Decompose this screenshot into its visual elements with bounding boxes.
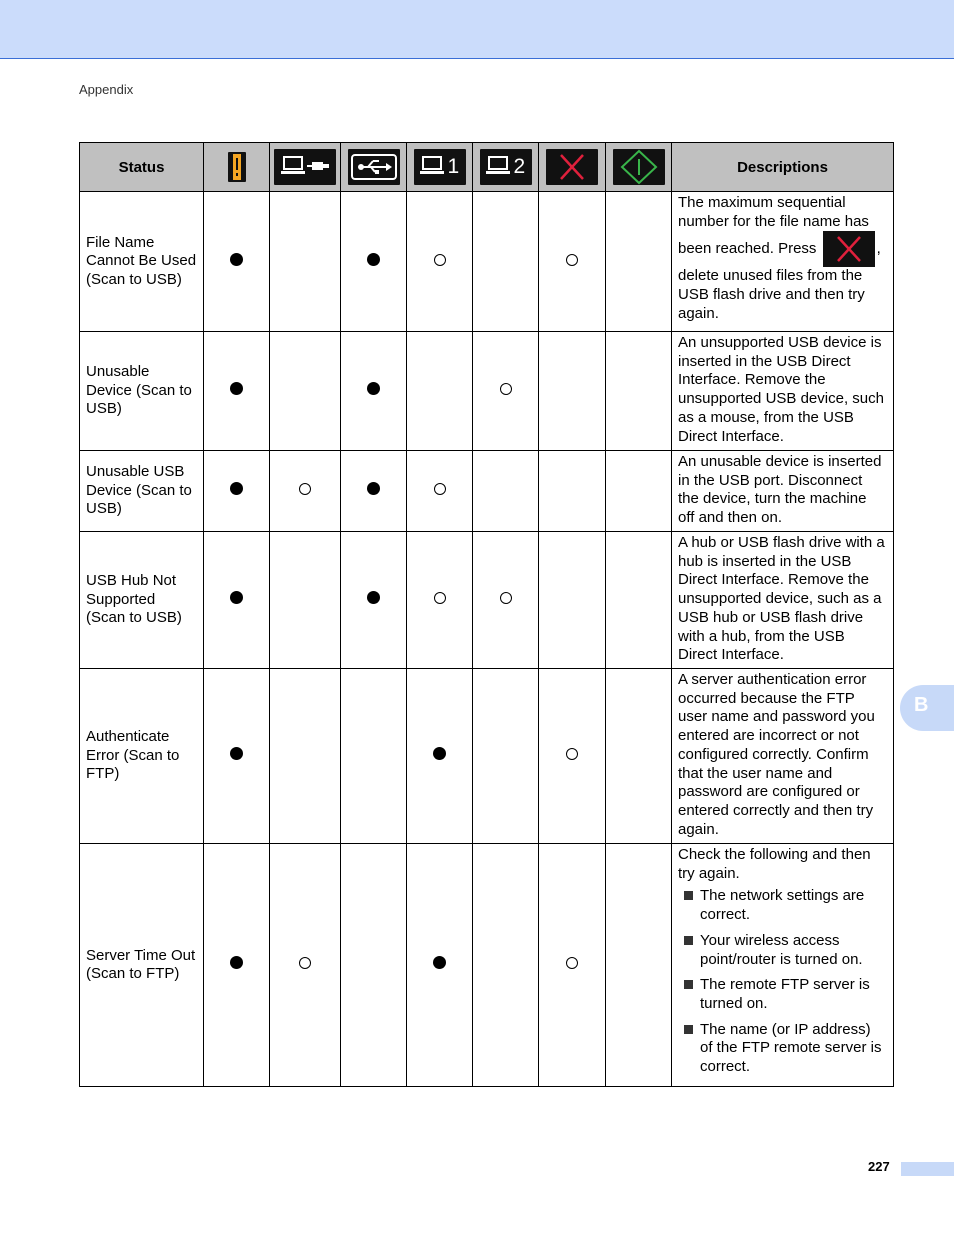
status-cell: Unusable USB Device (Scan to USB) — [80, 451, 204, 532]
symbol-cell — [204, 451, 270, 532]
filled-circle-icon — [230, 956, 243, 969]
symbol-cell — [204, 332, 270, 451]
empty-circle-icon — [299, 483, 311, 495]
description-text: , delete unused files from the USB flash drive and then try again. — [678, 240, 881, 322]
symbol-cell — [407, 669, 473, 844]
symbol-cell — [606, 669, 672, 844]
empty-circle-icon — [566, 254, 578, 266]
symbol-cell — [341, 332, 407, 451]
symbol-cell — [407, 451, 473, 532]
bullet-text: The network settings are correct. — [700, 887, 865, 924]
empty-circle-icon — [566, 748, 578, 760]
symbol-cell — [407, 844, 473, 1087]
empty-circle-icon — [500, 383, 512, 395]
pc-1-column-header — [407, 143, 473, 192]
usb-column-header — [341, 143, 407, 192]
pc-2-column-header — [473, 143, 539, 192]
symbol-cell — [341, 669, 407, 844]
filled-circle-icon — [230, 747, 243, 760]
status-table — [79, 142, 894, 1087]
filled-circle-icon — [367, 591, 380, 604]
square-bullet-icon — [684, 936, 693, 945]
symbol-cell — [539, 532, 606, 669]
bullet-text: The remote FTP server is turned on. — [700, 976, 870, 1012]
symbol-cell — [539, 451, 606, 532]
status-cell: USB Hub Not Supported (Scan to USB) — [80, 532, 204, 669]
description-cell: An unsupported USB device is inserted in the USB Direct Interface. Remove the unsupported USB device, such as a mouse, from the USB Direct Interface. — [672, 332, 894, 451]
table-row — [80, 532, 894, 669]
warning-column-header — [204, 143, 270, 192]
symbol-cell — [407, 332, 473, 451]
table-row — [80, 192, 894, 332]
square-bullet-icon — [684, 1025, 693, 1034]
symbol-cell — [341, 451, 407, 532]
symbol-cell — [539, 669, 606, 844]
symbol-cell — [473, 451, 539, 532]
empty-circle-icon — [500, 592, 512, 604]
symbol-cell — [204, 532, 270, 669]
top-band — [0, 0, 954, 59]
filled-circle-icon — [230, 382, 243, 395]
page-number: 227 — [868, 1159, 890, 1174]
symbol-cell — [270, 844, 341, 1087]
bullet-text: The name (or IP address) of the FTP remote server is correct. — [700, 1020, 882, 1076]
description-cell: A hub or USB flash drive with a hub is inserted in the USB Direct Interface. Remove the unsupported device, such as a USB hub or USB flash drive with a hub, from the USB Direct Interface. — [672, 532, 894, 669]
filled-circle-icon — [433, 956, 446, 969]
symbol-cell — [270, 669, 341, 844]
symbol-cell — [606, 451, 672, 532]
description-cell — [672, 192, 894, 332]
appendix-tab[interactable] — [900, 685, 954, 731]
symbol-cell — [473, 192, 539, 332]
description-cell: An unusable device is inserted in the USB port. Disconnect the device, turn the machine off and then on. — [672, 451, 894, 532]
symbol-cell — [341, 844, 407, 1087]
symbol-cell — [204, 844, 270, 1087]
pc-1-icon — [414, 149, 466, 185]
symbol-cell — [473, 669, 539, 844]
symbol-cell — [606, 532, 672, 669]
symbol-cell — [473, 332, 539, 451]
symbol-cell — [606, 332, 672, 451]
table-row — [80, 844, 894, 1087]
appendix-tab-label: B — [914, 694, 929, 716]
empty-circle-icon — [299, 957, 311, 969]
symbol-cell — [204, 669, 270, 844]
symbol-cell — [407, 532, 473, 669]
filled-circle-icon — [230, 591, 243, 604]
filled-circle-icon — [367, 382, 380, 395]
pc-1-number: 1 — [447, 155, 460, 178]
warning-icon — [228, 152, 246, 182]
status-cell: Unusable Device (Scan to USB) — [80, 332, 204, 451]
square-bullet-icon — [684, 891, 693, 900]
empty-circle-icon — [434, 592, 446, 604]
filled-circle-icon — [230, 253, 243, 266]
symbol-cell — [270, 451, 341, 532]
symbol-cell — [341, 532, 407, 669]
empty-circle-icon — [434, 483, 446, 495]
symbol-cell — [473, 532, 539, 669]
stop-column-header — [539, 143, 606, 192]
status-header: Status — [80, 143, 204, 192]
table-row — [80, 332, 894, 451]
symbol-cell — [341, 192, 407, 332]
list-item — [678, 932, 887, 969]
symbol-cell — [539, 844, 606, 1087]
header-row — [80, 143, 894, 192]
symbol-cell — [606, 192, 672, 332]
footer-band — [901, 1162, 954, 1176]
list-item — [678, 1021, 887, 1077]
filled-circle-icon — [367, 482, 380, 495]
usb-icon — [348, 149, 400, 185]
symbol-cell — [204, 192, 270, 332]
running-header: Appendix — [79, 82, 134, 97]
symbol-cell — [473, 844, 539, 1087]
list-item — [678, 887, 887, 924]
symbol-cell — [270, 332, 341, 451]
pc-2-icon — [480, 149, 532, 185]
filled-circle-icon — [230, 482, 243, 495]
empty-circle-icon — [434, 254, 446, 266]
bullet-text: Your wireless access point/router is turned on. — [700, 931, 863, 968]
start-column-header — [606, 143, 672, 192]
list-item — [678, 976, 887, 1013]
table-row — [80, 669, 894, 844]
stop-icon — [546, 149, 598, 185]
table-row — [80, 451, 894, 532]
symbol-cell — [606, 844, 672, 1087]
symbol-cell — [407, 192, 473, 332]
description-cell — [672, 844, 894, 1087]
bullet-list — [678, 887, 887, 1076]
filled-circle-icon — [367, 253, 380, 266]
symbol-cell — [539, 332, 606, 451]
status-cell: Authenticate Error (Scan to FTP) — [80, 669, 204, 844]
start-icon — [613, 149, 665, 185]
stop-icon — [823, 231, 875, 267]
filled-circle-icon — [433, 747, 446, 760]
empty-circle-icon — [566, 957, 578, 969]
square-bullet-icon — [684, 980, 693, 989]
descriptions-header: Descriptions — [672, 143, 894, 192]
status-cell: Server Time Out (Scan to FTP) — [80, 844, 204, 1087]
pc-to-device-icon — [274, 149, 336, 185]
status-cell: File Name Cannot Be Used (Scan to USB) — [80, 192, 204, 332]
symbol-cell — [270, 192, 341, 332]
symbol-cell — [539, 192, 606, 332]
symbol-cell — [270, 532, 341, 669]
description-text: Check the following and then try again. — [678, 846, 871, 882]
pc-2-number: 2 — [513, 155, 526, 178]
description-text: The maximum sequential number for the file name has been reached. Press — [678, 194, 869, 258]
description-cell: A server authentication error occurred because the FTP user name and password you entered are incorrect or not configured correctly. Confirm that the user name and password are configured or entered correctly and then try again. — [672, 669, 894, 844]
pc-to-device-column-header — [270, 143, 341, 192]
